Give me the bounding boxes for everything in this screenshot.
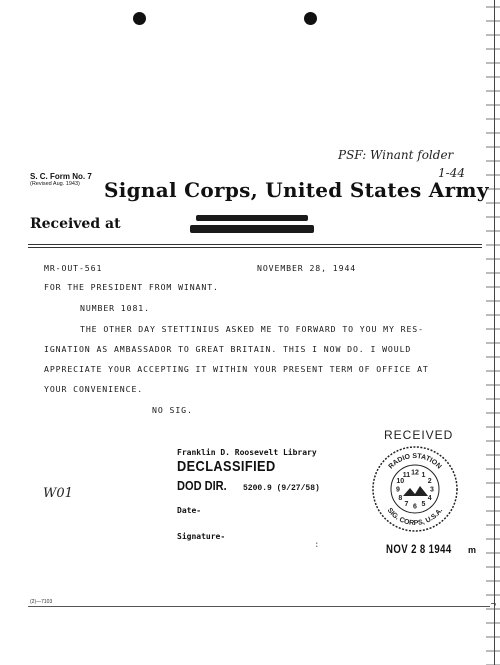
received-date-stamp: NOV 2 8 1944	[386, 542, 452, 556]
seal-digit: 1	[421, 471, 426, 479]
declass-directive-number: 5200.9 (9/27/58)	[243, 484, 320, 493]
seal-bottom-text: SIG. CORPS, U.S.A.	[385, 507, 445, 528]
margin-mark: W01	[43, 486, 73, 501]
redaction-bar-bottom	[190, 225, 314, 233]
seal-top-text: RADIO STATION	[387, 452, 443, 471]
seal-clock-digits	[396, 470, 434, 511]
received-stamp-label: RECEIVED	[384, 428, 454, 442]
handwritten-file-note: PSF: Winant folder	[338, 148, 454, 162]
declass-library: Franklin D. Roosevelt Library	[177, 448, 317, 457]
seal-digit: 12	[411, 469, 419, 477]
punch-hole-left	[133, 12, 146, 25]
radio-station-seal	[370, 444, 460, 534]
message-reference: MR-OUT-561	[44, 263, 103, 273]
seal-digit: 9	[396, 486, 400, 494]
message-date: NOVEMBER 28, 1944	[257, 263, 357, 273]
message-body-line: APPRECIATE YOUR ACCEPTING IT WITHIN YOUR PRESENT TERM OF OFFICE AT	[44, 364, 429, 374]
corner-mark: ¬	[490, 600, 496, 610]
speck-mark: :	[314, 540, 320, 550]
seal-digit: 11	[402, 471, 411, 479]
page-edge-line	[494, 0, 495, 665]
declass-stamp: DECLASSIFIED	[177, 458, 276, 475]
handwritten-file-date: 1-44	[438, 166, 465, 180]
received-date-suffix: m	[468, 545, 477, 555]
message-body-line: THE OTHER DAY STETTINIUS ASKED ME TO FORWARD TO YOU MY RES-	[80, 324, 424, 334]
message-body-line: IGNATION AS AMBASSADOR TO GREAT BRITAIN. THIS I NOW DO. I WOULD	[44, 344, 412, 354]
seal-center-emblem	[403, 486, 428, 496]
message-signature: NO SIG.	[152, 405, 193, 415]
declass-date-label: Date-	[177, 506, 202, 515]
seal-digit: 10	[396, 478, 405, 485]
form-number: S. C. Form No. 7	[30, 172, 92, 181]
redaction-bar-top	[196, 215, 308, 221]
header-rule-1	[28, 244, 482, 245]
page-title: Signal Corps, United States Army	[104, 178, 489, 202]
message-body-line: YOUR CONVENIENCE.	[44, 384, 144, 394]
declass-signature-label: Signature-	[177, 532, 226, 541]
seal-digit: 5	[421, 501, 426, 509]
declass-directive	[177, 478, 320, 493]
form-revision: (Revised Aug. 1943)	[30, 181, 80, 187]
footer-rule	[28, 606, 490, 607]
seal-digit: 6	[413, 503, 417, 511]
message-number: NUMBER 1081.	[80, 303, 150, 313]
received-at-label: Received at	[30, 216, 121, 232]
footer-form-code: (2)—7103	[30, 599, 53, 605]
seal-digit: 4	[427, 495, 432, 502]
declass-directive-prefix: DOD DIR.	[177, 478, 227, 493]
punch-hole-right	[304, 12, 317, 25]
message-addressee: FOR THE PRESIDENT FROM WINANT.	[44, 282, 219, 292]
seal-digit: 2	[427, 478, 432, 485]
seal-digit: 8	[398, 495, 403, 502]
header-rule-2	[28, 247, 482, 248]
seal-digit: 3	[430, 486, 434, 494]
seal-digit: 7	[404, 501, 409, 509]
page-edge	[486, 0, 500, 665]
